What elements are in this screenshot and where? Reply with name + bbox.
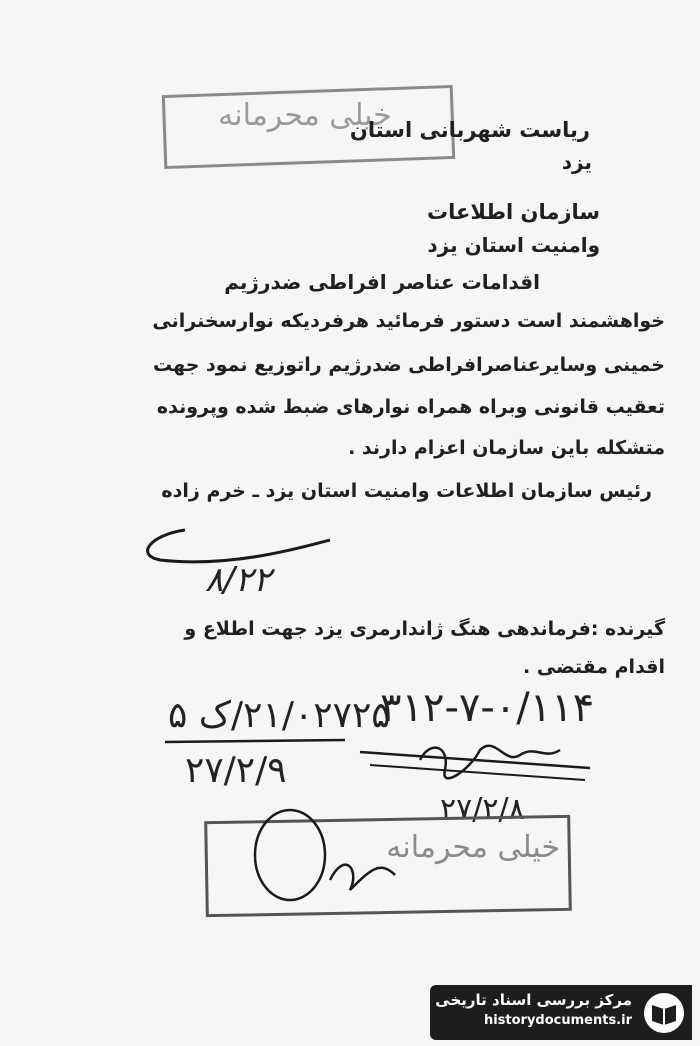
body-line-3: تعقیب قانونی وبراه همراه نوارهای ضبط شده وپرونده [156,396,665,418]
number-underline [165,740,345,742]
circled-signature [255,810,325,900]
classification-stamp-bottom-text: خیلی محرمانه [386,830,560,865]
footer-title: مرکز بررسی اسناد تاریخی [435,991,632,1009]
handwritten-date-1: ۲۷/۲/۹ [185,750,287,791]
recipient-line-1: ریاست شهربانی استان [349,118,590,142]
body-line-1: خواهشمند است دستور فرمائید هرفردیکه نوارسخنرانی [152,310,665,332]
footer-url: historydocuments.ir [483,1013,632,1028]
classification-stamp-top-text: خیلی محرمانه [218,98,392,133]
handwritten-number-1: ۲۱/۰۲۷۲۵/ک ۵ [168,695,391,736]
sender-line-2: وامنیت استان یزد [427,233,600,257]
bottom-stamp-scribble [330,865,395,890]
subject-line: اقدامات عناصر افراطی ضدرژیم [224,270,540,294]
body-line-4: متشکله باین سازمان اعزام دارند . [348,437,665,459]
book-icon [642,991,686,1035]
handwritten-number-2: ۳۱۲-۷-۰/۱۱۴ [380,685,595,731]
footer-watermark [430,985,692,1040]
handwritten-date-2: ۲۷/۲/۸ [440,792,525,827]
body-line-2: خمینی وسایرعناصرافراطی ضدرژیم راتوزیع نمود جهت [153,354,665,376]
crossout-stroke-2 [370,765,585,780]
signature-line: رئیس سازمان اطلاعات وامنیت استان یزد ـ خرم زاده [161,480,652,502]
sender-line-1: سازمان اطلاعات [426,200,600,224]
signature-flourish [148,530,330,562]
cc-line-2: اقدام مقتضی . [523,656,665,678]
handwritten-signature: ۸/۲۲ [205,560,272,600]
cc-line-1: گیرنده :فرماندهی هنگ ژاندارمری یزد جهت اطلاع و [184,618,665,640]
recipient-line-2: یزد [561,150,592,174]
